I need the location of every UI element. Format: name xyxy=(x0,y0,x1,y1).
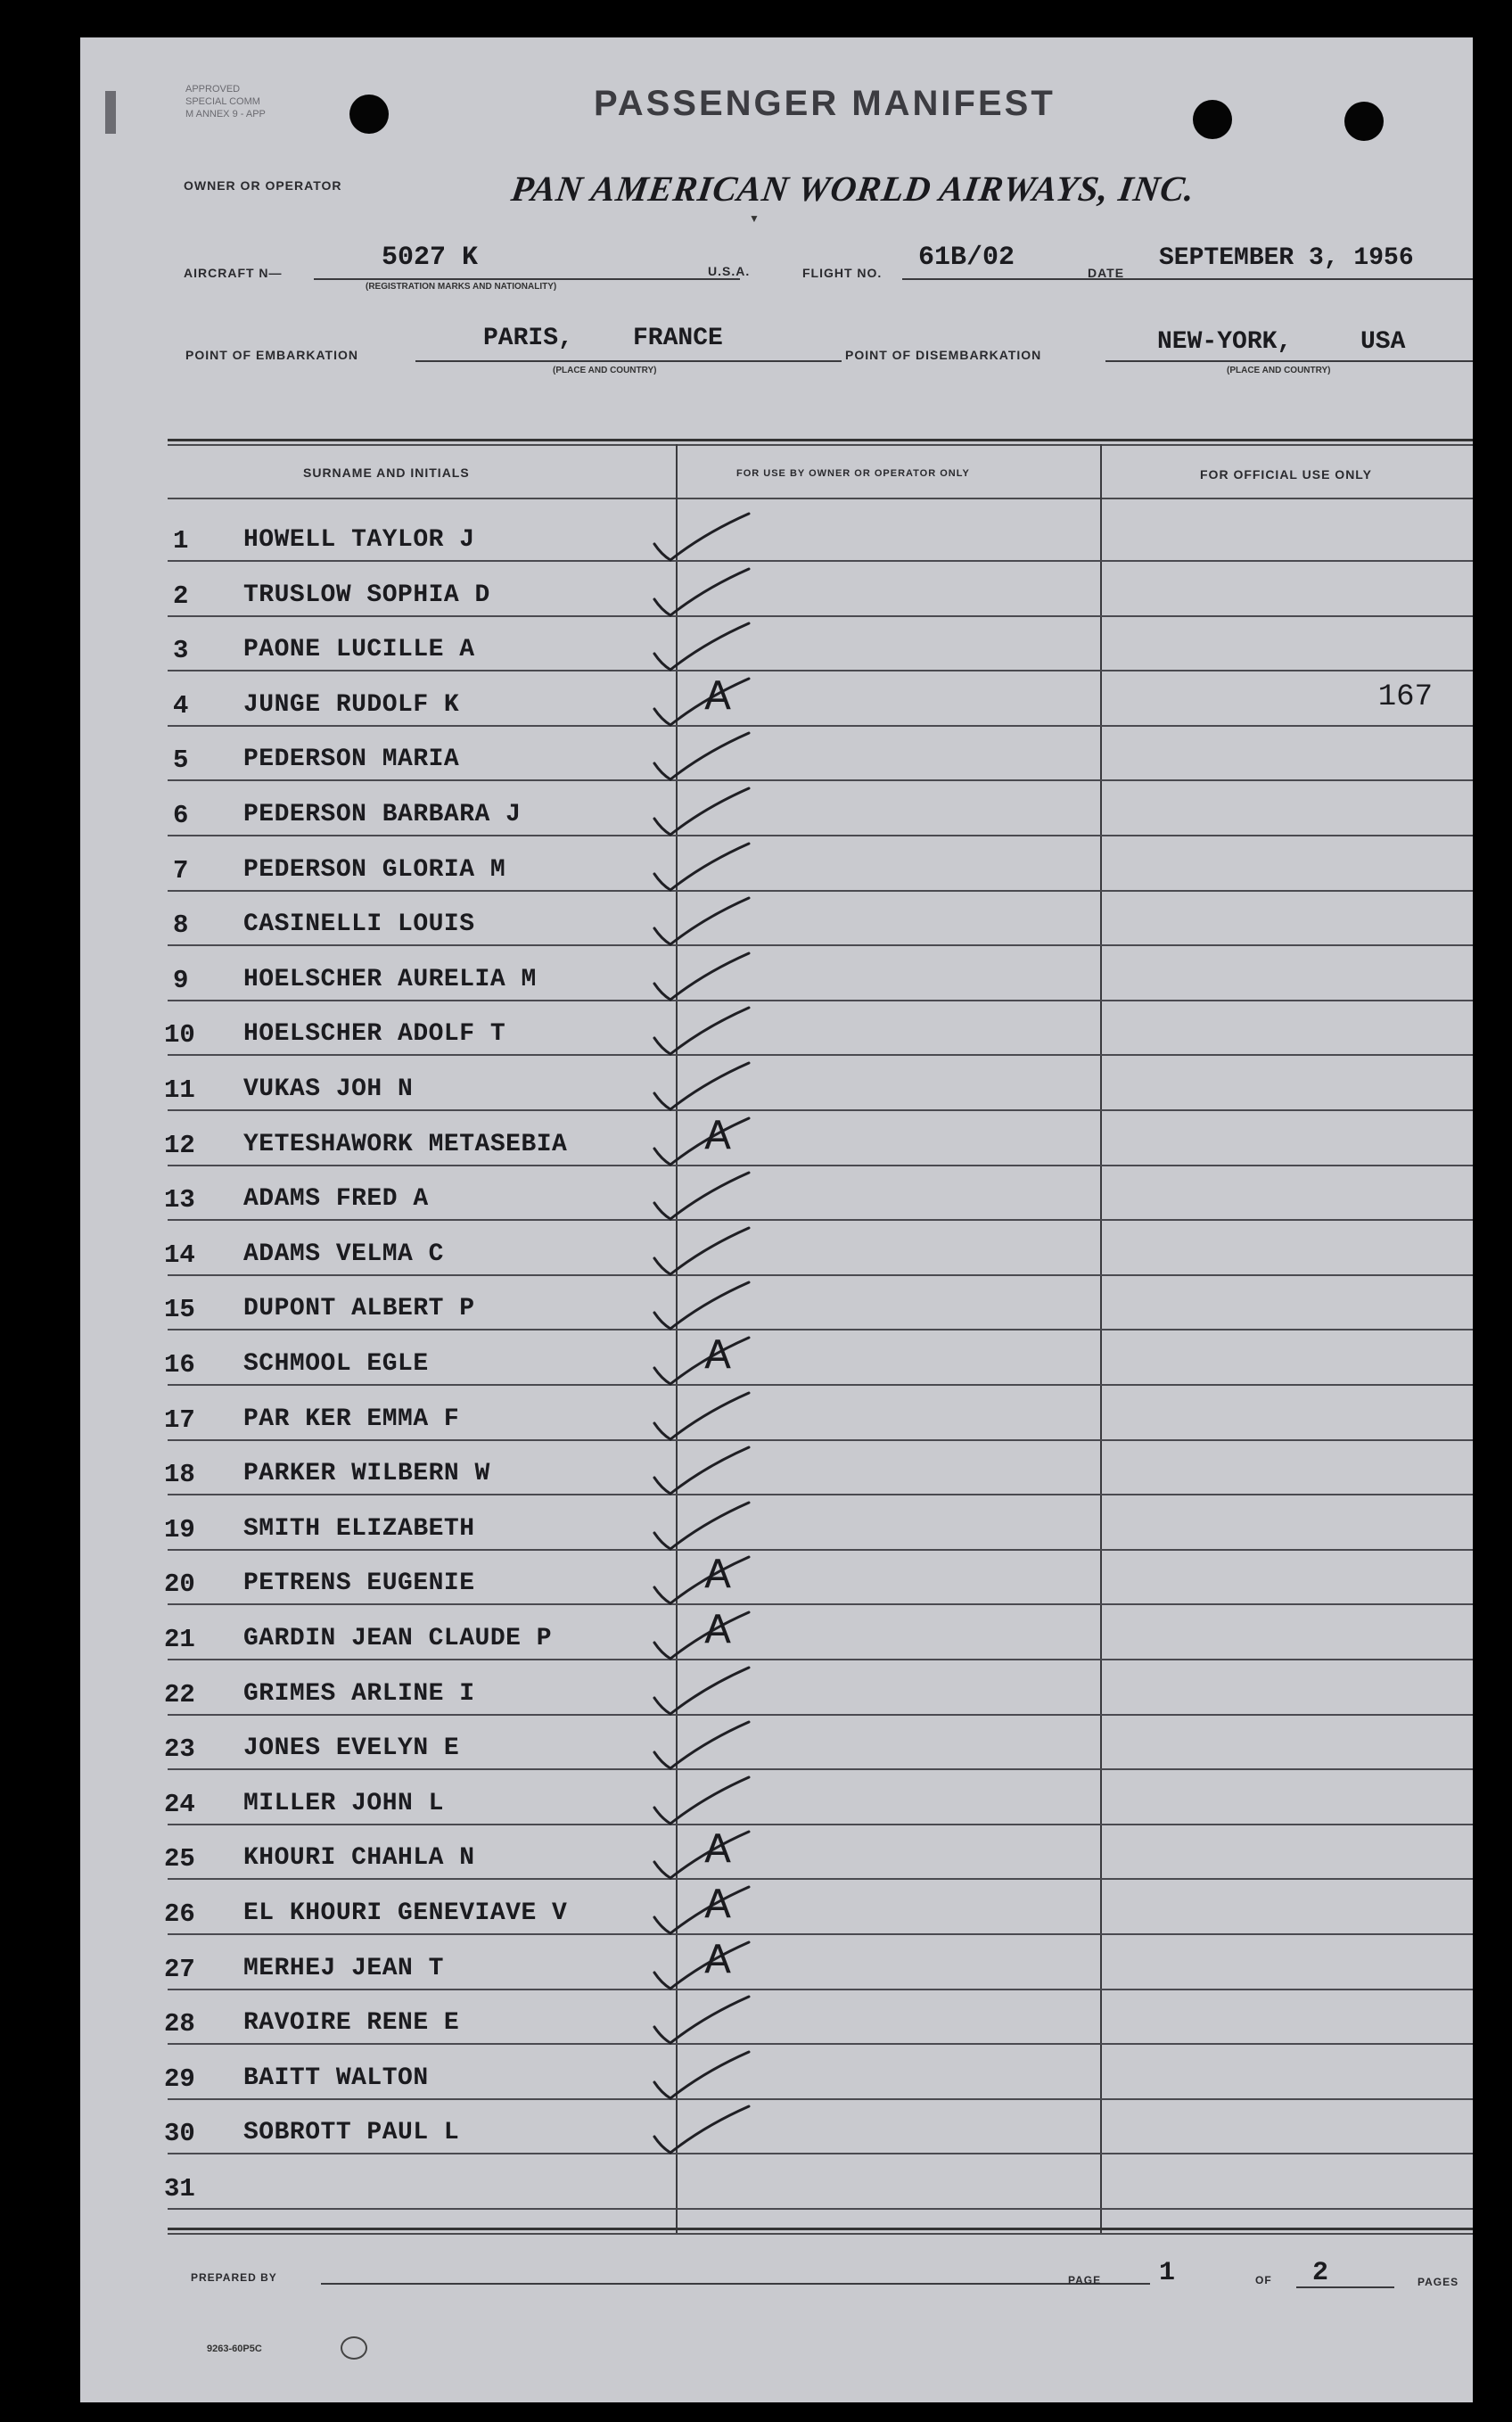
row-rule xyxy=(168,1274,1473,1276)
row-number: 9 xyxy=(173,966,189,995)
row-number: 29 xyxy=(164,2064,195,2094)
place-caption-left: (PLACE AND COUNTRY) xyxy=(553,366,657,375)
passenger-name: SOBROTT PAUL L xyxy=(243,2119,460,2146)
handwritten-mark: A xyxy=(704,1607,732,1652)
row-number: 21 xyxy=(164,1625,195,1654)
handwritten-mark: A xyxy=(704,673,732,719)
row-number: 14 xyxy=(164,1240,195,1270)
row-rule xyxy=(168,1549,1473,1551)
passenger-name: ADAMS FRED A xyxy=(243,1185,429,1213)
manifest-sheet xyxy=(80,37,1473,2402)
aircraft-value: 5027 K xyxy=(382,243,479,273)
row-number: 16 xyxy=(164,1350,195,1380)
row-number: 22 xyxy=(164,1680,195,1709)
row-number: 25 xyxy=(164,1844,195,1874)
passenger-name: PEDERSON GLORIA M xyxy=(243,856,506,884)
row-number: 12 xyxy=(164,1131,195,1160)
page-title: PASSENGER MANIFEST xyxy=(594,84,1056,123)
passenger-name: CASINELLI LOUIS xyxy=(243,910,475,938)
row-number: 24 xyxy=(164,1790,195,1819)
row-rule xyxy=(168,1878,1473,1880)
passenger-name: BAITT WALTON xyxy=(243,2064,429,2092)
embarkation-city: PARIS, xyxy=(483,325,573,352)
passenger-name: DUPONT ALBERT P xyxy=(243,1295,475,1322)
pages-label: PAGES xyxy=(1418,2276,1459,2288)
passenger-name: HOELSCHER ADOLF T xyxy=(243,1020,506,1048)
official-use-value: 167 xyxy=(1377,680,1433,714)
form-code: 9263-60P5C xyxy=(207,2344,262,2354)
row-rule xyxy=(168,1494,1473,1495)
row-number: 18 xyxy=(164,1460,195,1489)
prepared-by-label: PREPARED BY xyxy=(191,2271,277,2284)
row-number: 8 xyxy=(173,910,189,940)
row-rule xyxy=(168,2153,1473,2154)
handwritten-mark: A xyxy=(704,1332,732,1378)
row-rule xyxy=(168,725,1473,727)
row-number: 15 xyxy=(164,1295,195,1324)
row-number: 27 xyxy=(164,1955,195,1984)
column-header-surname: SURNAME AND INITIALS xyxy=(303,465,470,480)
chevron-down-icon: ▼ xyxy=(749,212,760,225)
approval-stamp xyxy=(105,86,168,139)
row-rule xyxy=(168,779,1473,781)
row-rule xyxy=(168,1165,1473,1166)
handwritten-mark: A xyxy=(704,1552,732,1597)
passenger-name: PAONE LUCILLE A xyxy=(243,636,475,663)
flight-label: FLIGHT NO. xyxy=(802,266,883,280)
disembarkation-label: POINT OF DISEMBARKATION xyxy=(845,348,1042,362)
row-rule xyxy=(168,1603,1473,1605)
column-header-owner: FOR USE BY OWNER OR OPERATOR ONLY xyxy=(736,468,970,479)
row-rule xyxy=(168,1933,1473,1935)
passenger-name: PARKER WILBERN W xyxy=(243,1460,490,1487)
disembarkation-country: USA xyxy=(1360,328,1406,356)
of-label: OF xyxy=(1255,2274,1272,2286)
passenger-name: EL KHOURI GENEVIAVE V xyxy=(243,1899,568,1927)
passenger-name: SCHMOOL EGLE xyxy=(243,1350,429,1378)
row-rule xyxy=(168,1384,1473,1386)
row-rule xyxy=(168,890,1473,892)
handwritten-mark: A xyxy=(704,1826,732,1872)
handwritten-mark: A xyxy=(704,1113,732,1158)
passenger-name: PAR KER EMMA F xyxy=(243,1405,460,1433)
passenger-name: HOELSCHER AURELIA M xyxy=(243,966,537,993)
page-value: 1 xyxy=(1159,2258,1176,2288)
passenger-name: MERHEJ JEAN T xyxy=(243,1955,444,1982)
row-number: 7 xyxy=(173,856,189,886)
punch-hole-left xyxy=(349,95,389,134)
passenger-name: TRUSLOW SOPHIA D xyxy=(243,581,490,609)
row-number: 4 xyxy=(173,691,189,721)
handwritten-mark: A xyxy=(704,1937,732,1982)
registration-caption: (REGISTRATION MARKS AND NATIONALITY) xyxy=(366,282,557,292)
row-rule xyxy=(168,1989,1473,1990)
row-number: 10 xyxy=(164,1020,195,1050)
passenger-name: GARDIN JEAN CLAUDE P xyxy=(243,1625,553,1652)
passenger-name: KHOURI CHAHLA N xyxy=(243,1844,475,1872)
row-number: 20 xyxy=(164,1569,195,1599)
handwritten-mark: A xyxy=(704,1882,732,1927)
date-value: SEPTEMBER 3, 1956 xyxy=(1159,244,1414,272)
row-rule xyxy=(168,2208,1473,2210)
column-header-official: FOR OFFICIAL USE ONLY xyxy=(1200,467,1372,482)
row-rule xyxy=(168,560,1473,562)
owner-label: OWNER OR OPERATOR xyxy=(184,178,342,193)
row-rule xyxy=(168,1439,1473,1441)
row-number: 17 xyxy=(164,1405,195,1435)
passenger-name: HOWELL TAYLOR J xyxy=(243,526,475,554)
row-number: 31 xyxy=(164,2174,195,2204)
row-rule xyxy=(168,1824,1473,1825)
passenger-name: RAVOIRE RENE E xyxy=(243,2009,460,2037)
row-number: 3 xyxy=(173,636,189,665)
punch-hole-middle xyxy=(1193,100,1232,139)
owner-value: PAN AMERICAN WORLD AIRWAYS, INC. xyxy=(508,169,1198,209)
row-rule xyxy=(168,944,1473,946)
row-rule xyxy=(168,1054,1473,1056)
passenger-name: PEDERSON BARBARA J xyxy=(243,801,522,828)
total-pages-value: 2 xyxy=(1312,2258,1329,2288)
row-number: 1 xyxy=(173,526,189,556)
row-number: 5 xyxy=(173,746,189,775)
union-label-icon xyxy=(341,2336,367,2360)
passenger-name: VUKAS JOH N xyxy=(243,1075,414,1103)
embarkation-label: POINT OF EMBARKATION xyxy=(185,348,358,362)
row-rule xyxy=(168,1659,1473,1660)
passenger-name: GRIMES ARLINE I xyxy=(243,1680,475,1708)
stamp-line-2: SPECIAL COMM xyxy=(185,96,260,107)
passenger-name: PETRENS EUGENIE xyxy=(243,1569,475,1597)
aircraft-label: AIRCRAFT N— xyxy=(184,266,283,280)
row-rule xyxy=(168,1219,1473,1221)
place-caption-right: (PLACE AND COUNTRY) xyxy=(1227,366,1331,375)
passenger-name: JONES EVELYN E xyxy=(243,1734,460,1762)
page-label: PAGE xyxy=(1068,2274,1102,2286)
row-rule xyxy=(168,615,1473,617)
usa-label: U.S.A. xyxy=(708,264,751,278)
row-rule xyxy=(168,2098,1473,2100)
passenger-name: YETESHAWORK METASEBIA xyxy=(243,1131,568,1158)
passenger-name: SMITH ELIZABETH xyxy=(243,1515,475,1543)
row-number: 28 xyxy=(164,2009,195,2039)
row-number: 30 xyxy=(164,2119,195,2148)
row-rule xyxy=(168,1714,1473,1716)
passenger-name: PEDERSON MARIA xyxy=(243,746,460,773)
check-mark-icon xyxy=(642,2101,758,2172)
passenger-name: ADAMS VELMA C xyxy=(243,1240,444,1268)
row-rule xyxy=(168,1109,1473,1111)
disembarkation-city: NEW-YORK, xyxy=(1157,328,1293,356)
row-number: 23 xyxy=(164,1734,195,1764)
punch-hole-right xyxy=(1344,102,1384,141)
stamp-line-3: M ANNEX 9 - APP xyxy=(185,109,266,119)
embarkation-country: FRANCE xyxy=(633,325,723,352)
passenger-name: JUNGE RUDOLF K xyxy=(243,691,460,719)
row-number: 19 xyxy=(164,1515,195,1545)
stamp-line-1: APPROVED xyxy=(185,84,241,95)
passenger-name: MILLER JOHN L xyxy=(243,1790,444,1817)
row-number: 11 xyxy=(164,1075,195,1105)
date-label: DATE xyxy=(1088,266,1125,280)
row-number: 2 xyxy=(173,581,189,611)
row-number: 6 xyxy=(173,801,189,830)
row-rule xyxy=(168,1768,1473,1770)
row-rule xyxy=(168,670,1473,671)
row-rule xyxy=(168,2043,1473,2045)
row-number: 13 xyxy=(164,1185,195,1215)
flight-value: 61B/02 xyxy=(918,243,1015,273)
row-number: 26 xyxy=(164,1899,195,1929)
row-rule xyxy=(168,1329,1473,1330)
row-rule xyxy=(168,1000,1473,1001)
row-rule xyxy=(168,835,1473,836)
